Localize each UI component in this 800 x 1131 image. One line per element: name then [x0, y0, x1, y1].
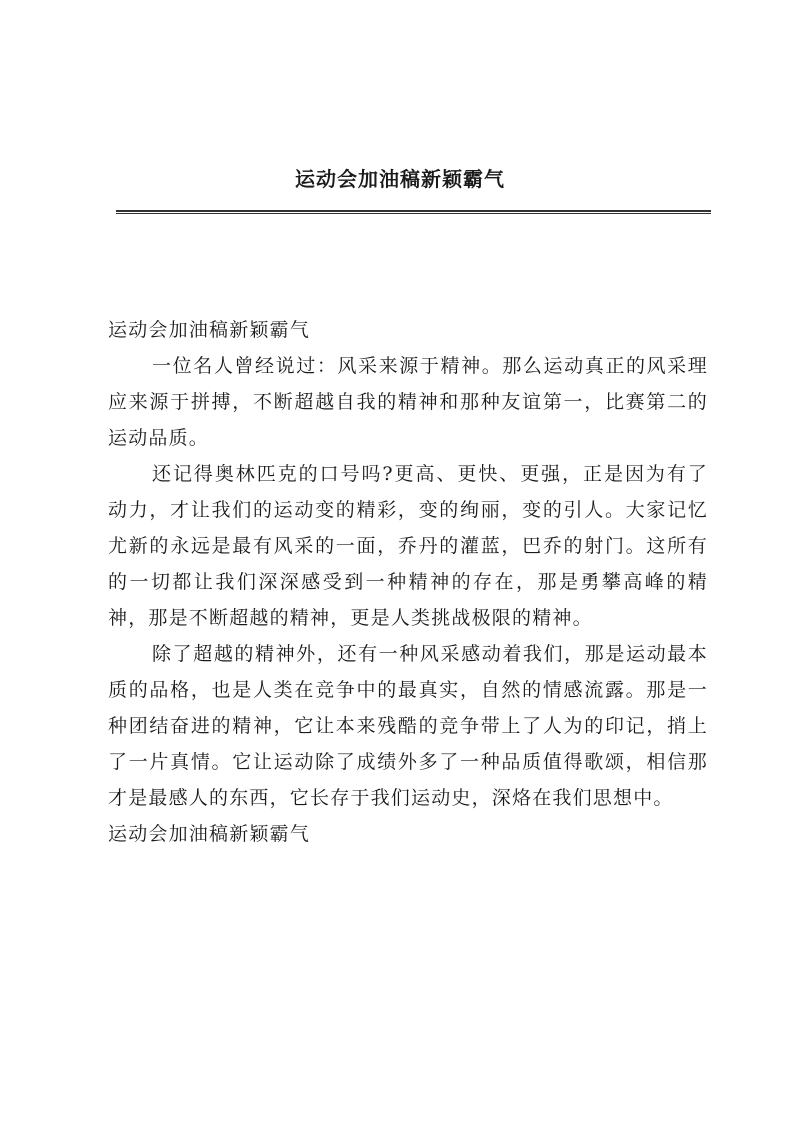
footer-heading: 运动会加油稿新颖霸气 [108, 823, 311, 845]
paragraph-2: 还记得奥林匹克的口号吗?更高、更快、更强，正是因为有了动力，才让我们的运动变的精彩，变的绚丽，变的引人。大家记忆尤新的永远是最有风采的一面，乔丹的灌蓝，巴乔的射门。这所有的一切都让我们深深感受到一种精神的存在，那是勇攀高峰的精神，那是不断超越的精神，更是人类挑战极限的精神。 [108, 463, 708, 629]
paragraph-1: 一位名人曾经说过：风采来源于精神。那么运动真正的风采理应来源于拼搏，不断超越自我的精神和那种友谊第一，比赛第二的运动品质。 [108, 355, 708, 449]
document-body [108, 312, 708, 852]
section-heading: 运动会加油稿新颖霸气 [108, 319, 311, 341]
paragraph-3: 除了超越的精神外，还有一种风采感动着我们，那是运动最本质的品格，也是人类在竞争中的最真实，自然的情感流露。那是一种团结奋进的精神，它让本来残酷的竞争带上了人为的印记，捎上了一片真情。它让运动除了成绩外多了一种品质值得歌颂，相信那才是最感人的东西，它长存于我们运动史，深烙在我们思想中。 [108, 643, 708, 809]
document-title: 运动会加油稿新颖霸气 [295, 167, 505, 191]
title-divider [116, 210, 711, 214]
